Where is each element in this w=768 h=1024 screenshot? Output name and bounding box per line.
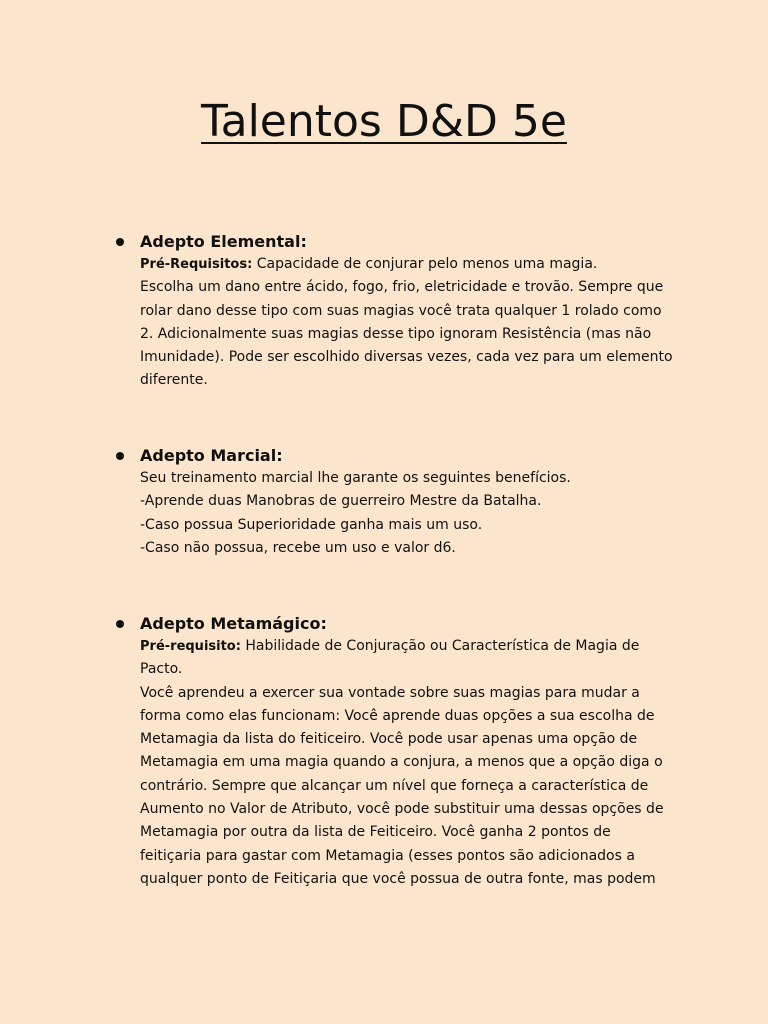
prereq-label: Pré-Requisitos: bbox=[140, 257, 253, 272]
section-adepto-metamagico bbox=[116, 612, 676, 891]
section-body: Você aprendeu a exercer sua vontade sobre suas magias para mudar a forma como elas funcionam: Você aprende duas opções a sua escolha de Metamagia da lista do feiticeiro. Você pode usar apenas uma opção de Metamagia em uma magia quando a conjura, a menos que a opção diga o contrário. Sempre que alcançar um nível que forneça a característica de Aumento no Valor de Atributo, você pode substituir uma dessas opções de Metamagia por outra da lista de Feiticeiro. Você ganha 2 pontos de feitiçaria para gastar com Metamagia (esses pontos são adicionados a qualquer ponto de Feitiçaria que você possua de outra fonte, mas podem bbox=[140, 684, 664, 887]
prereq-text: Capacidade de conjurar pelo menos uma magia. bbox=[252, 256, 598, 272]
section-prereq bbox=[140, 253, 676, 276]
bullet-icon bbox=[116, 238, 124, 246]
section-adepto-marcial bbox=[116, 444, 676, 560]
section-heading: Adepto Marcial: bbox=[140, 446, 283, 465]
page-title-text: Talentos D&D 5e bbox=[201, 96, 567, 147]
section-heading: Adepto Metamágico: bbox=[140, 614, 327, 633]
section-prereq bbox=[140, 635, 676, 682]
bullet-icon bbox=[116, 620, 124, 628]
prereq-label: Pré-requisito: bbox=[140, 639, 241, 654]
bullet-icon bbox=[116, 452, 124, 460]
prereq-text: Habilidade de Conjuração ou Característica de Magia de Pacto. bbox=[140, 638, 640, 678]
section-body: Seu treinamento marcial lhe garante os seguintes benefícios. -Aprende duas Manobras de guerreiro Mestre da Batalha. -Caso possua Superioridade ganha mais um uso. -Caso não possua, recebe um uso e valor d6. bbox=[140, 470, 571, 556]
section-heading: Adepto Elemental: bbox=[140, 232, 307, 251]
section-body: Escolha um dano entre ácido, fogo, frio, eletricidade e trovão. Sempre que rolar dano desse tipo com suas magias você trata qualquer 1 rolado como 2. Adicionalmente suas magias desse tipo ignoram Resistência (mas não Imunidade). Pode ser escolhido diversas vezes, cada vez para um elemento diferente. bbox=[140, 279, 673, 389]
page-title bbox=[0, 92, 768, 152]
section-adepto-elemental bbox=[116, 230, 676, 393]
